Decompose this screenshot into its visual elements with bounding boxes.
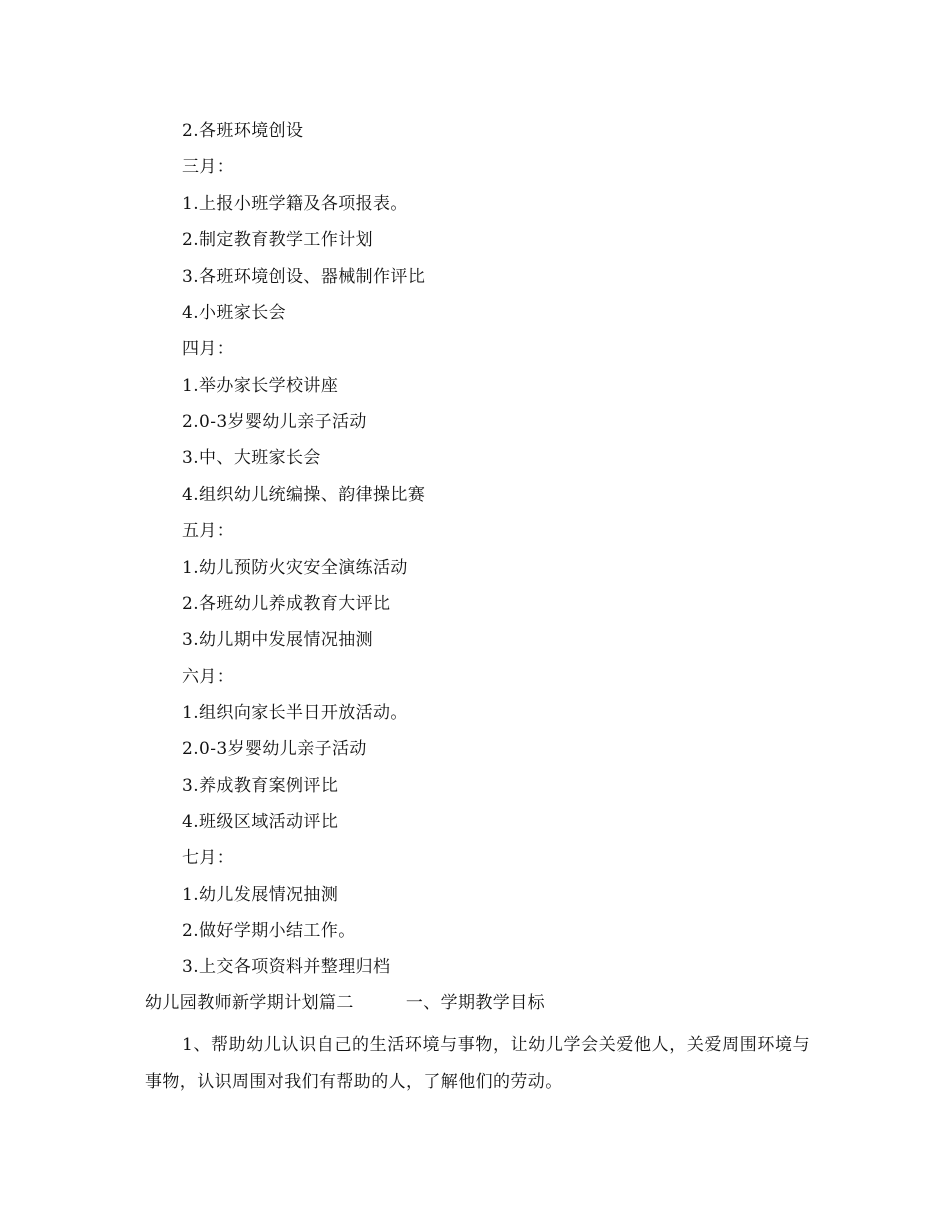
- list-item: 4.小班家长会: [182, 303, 287, 323]
- list-item: 2.做好学期小结工作。: [182, 921, 356, 941]
- list-item: 2.各班幼儿养成教育大评比: [182, 594, 391, 614]
- list-item: 2.0-3岁婴幼儿亲子活动: [182, 412, 367, 432]
- list-item: 4.组织幼儿统编操、韵律操比赛: [182, 485, 426, 505]
- month-heading-may: 五月：: [182, 521, 235, 541]
- section-title: 幼儿园教师新学期计划篇二: [145, 993, 354, 1013]
- list-item: 3.幼儿期中发展情况抽测: [182, 630, 374, 650]
- list-item: 1.举办家长学校讲座: [182, 376, 339, 396]
- section-subtitle: 一、学期教学目标: [405, 993, 546, 1013]
- section-heading: [145, 992, 545, 1014]
- month-heading-june: 六月：: [182, 667, 235, 687]
- list-item: 1.组织向家长半日开放活动。: [182, 703, 408, 723]
- month-heading-april: 四月：: [182, 339, 235, 359]
- list-item: 2.各班环境创设: [182, 121, 304, 141]
- list-item: 1.幼儿预防火灾安全演练活动: [182, 558, 408, 578]
- month-heading-july: 七月：: [182, 848, 235, 868]
- list-item: 1.上报小班学籍及各项报表。: [182, 194, 408, 214]
- list-item: 4.班级区域活动评比: [182, 812, 339, 832]
- list-item: 3.上交各项资料并整理归档: [182, 957, 391, 977]
- list-item: 1.幼儿发展情况抽测: [182, 885, 339, 905]
- list-item: 2.0-3岁婴幼儿亲子活动: [182, 739, 367, 759]
- list-item: 2.制定教育教学工作计划: [182, 230, 374, 250]
- list-item: 3.养成教育案例评比: [182, 776, 339, 796]
- month-heading-march: 三月：: [182, 157, 235, 177]
- list-item: 3.各班环境创设、器械制作评比: [182, 267, 426, 287]
- list-item: 3.中、大班家长会: [182, 448, 321, 468]
- body-paragraph: 1、帮助幼儿认识自己的生活环境与事物，让幼儿学会关爱他人，关爱周围环境与事物，认识周围对我们有帮助的人，了解他们的劳动。: [145, 1035, 810, 1092]
